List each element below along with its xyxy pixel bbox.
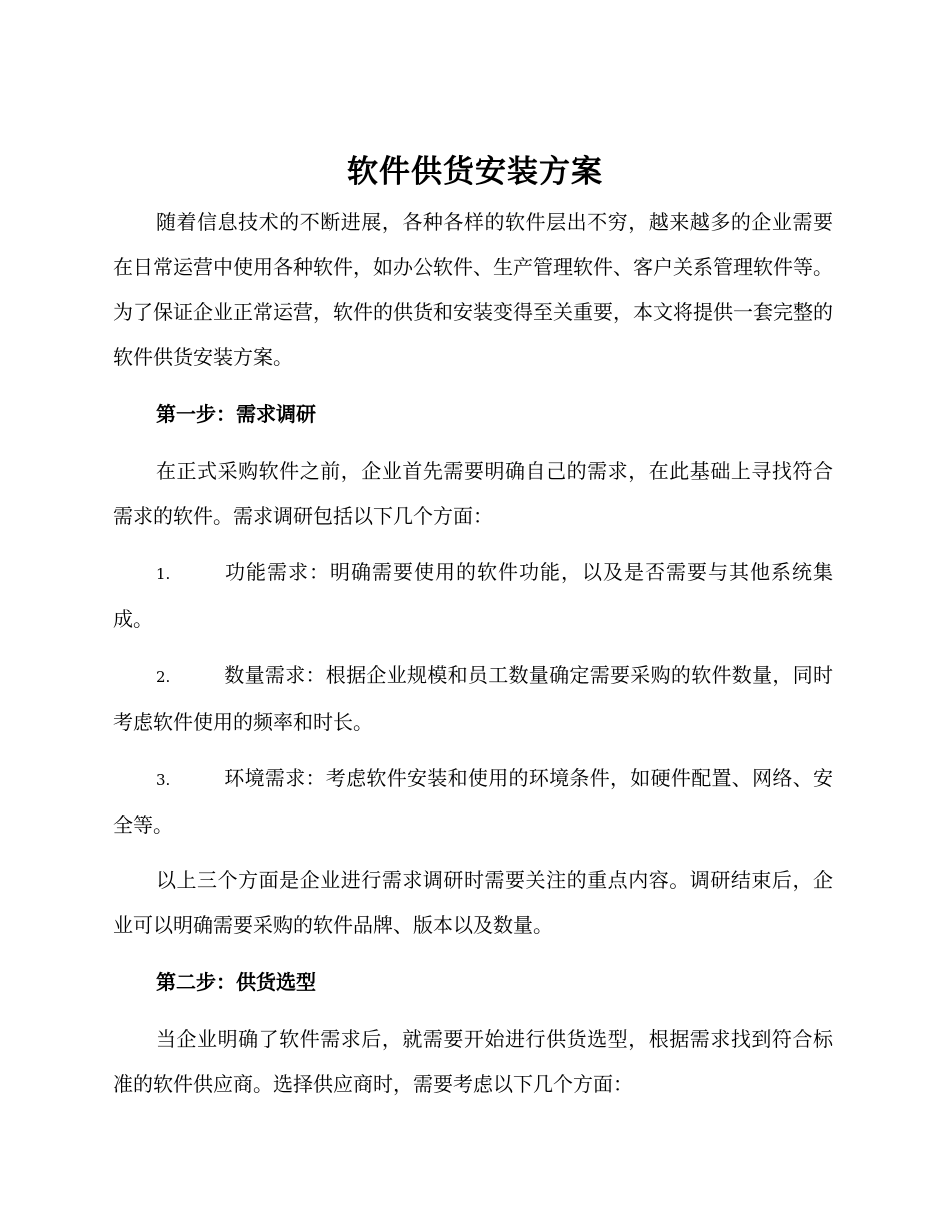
document-title: 软件供货安装方案 bbox=[347, 154, 603, 190]
step1-heading: 第一步：需求调研 bbox=[156, 402, 316, 426]
step2-heading: 第二步：供货选型 bbox=[156, 970, 316, 994]
step1-conclusion: 以上三个方面是企业进行需求调研时需要关注的重点内容。调研结束后，企业可以明确需要采购的软件品牌、版本以及数量。 bbox=[113, 868, 833, 937]
list-item-text: 数量需求：根据企业规模和员工数量确定需要采购的软件数量，同时考虑软件使用的频率和时长。 bbox=[113, 663, 833, 734]
list-item bbox=[113, 653, 833, 745]
list-item-text: 功能需求：明确需要使用的软件功能，以及是否需要与其他系统集成。 bbox=[113, 560, 833, 631]
list-item bbox=[113, 550, 833, 642]
step2-paragraph: 当企业明确了软件需求后，就需要开始进行供货选型，根据需求找到符合标准的软件供应商。选择供应商时，需要考虑以下几个方面： bbox=[113, 1027, 833, 1096]
list-item bbox=[113, 756, 833, 848]
list-item-number: 1. bbox=[156, 565, 171, 583]
step1-paragraph: 在正式采购软件之前，企业首先需要明确自己的需求，在此基础上寻找符合需求的软件。需求调研包括以下几个方面： bbox=[113, 459, 833, 528]
intro-paragraph: 随着信息技术的不断进展，各种各样的软件层出不穷，越来越多的企业需要在日常运营中使用各种软件，如办公软件、生产管理软件、客户关系管理软件等。为了保证企业正常运营，软件的供货和安装变得至关重要，本文将提供一套完整的软件供货安装方案。 bbox=[113, 210, 833, 369]
list-item-text: 环境需求：考虑软件安装和使用的环境条件，如硬件配置、网络、安全等。 bbox=[113, 766, 833, 837]
list-item-number: 2. bbox=[156, 668, 171, 686]
list-item-number: 3. bbox=[156, 771, 171, 789]
